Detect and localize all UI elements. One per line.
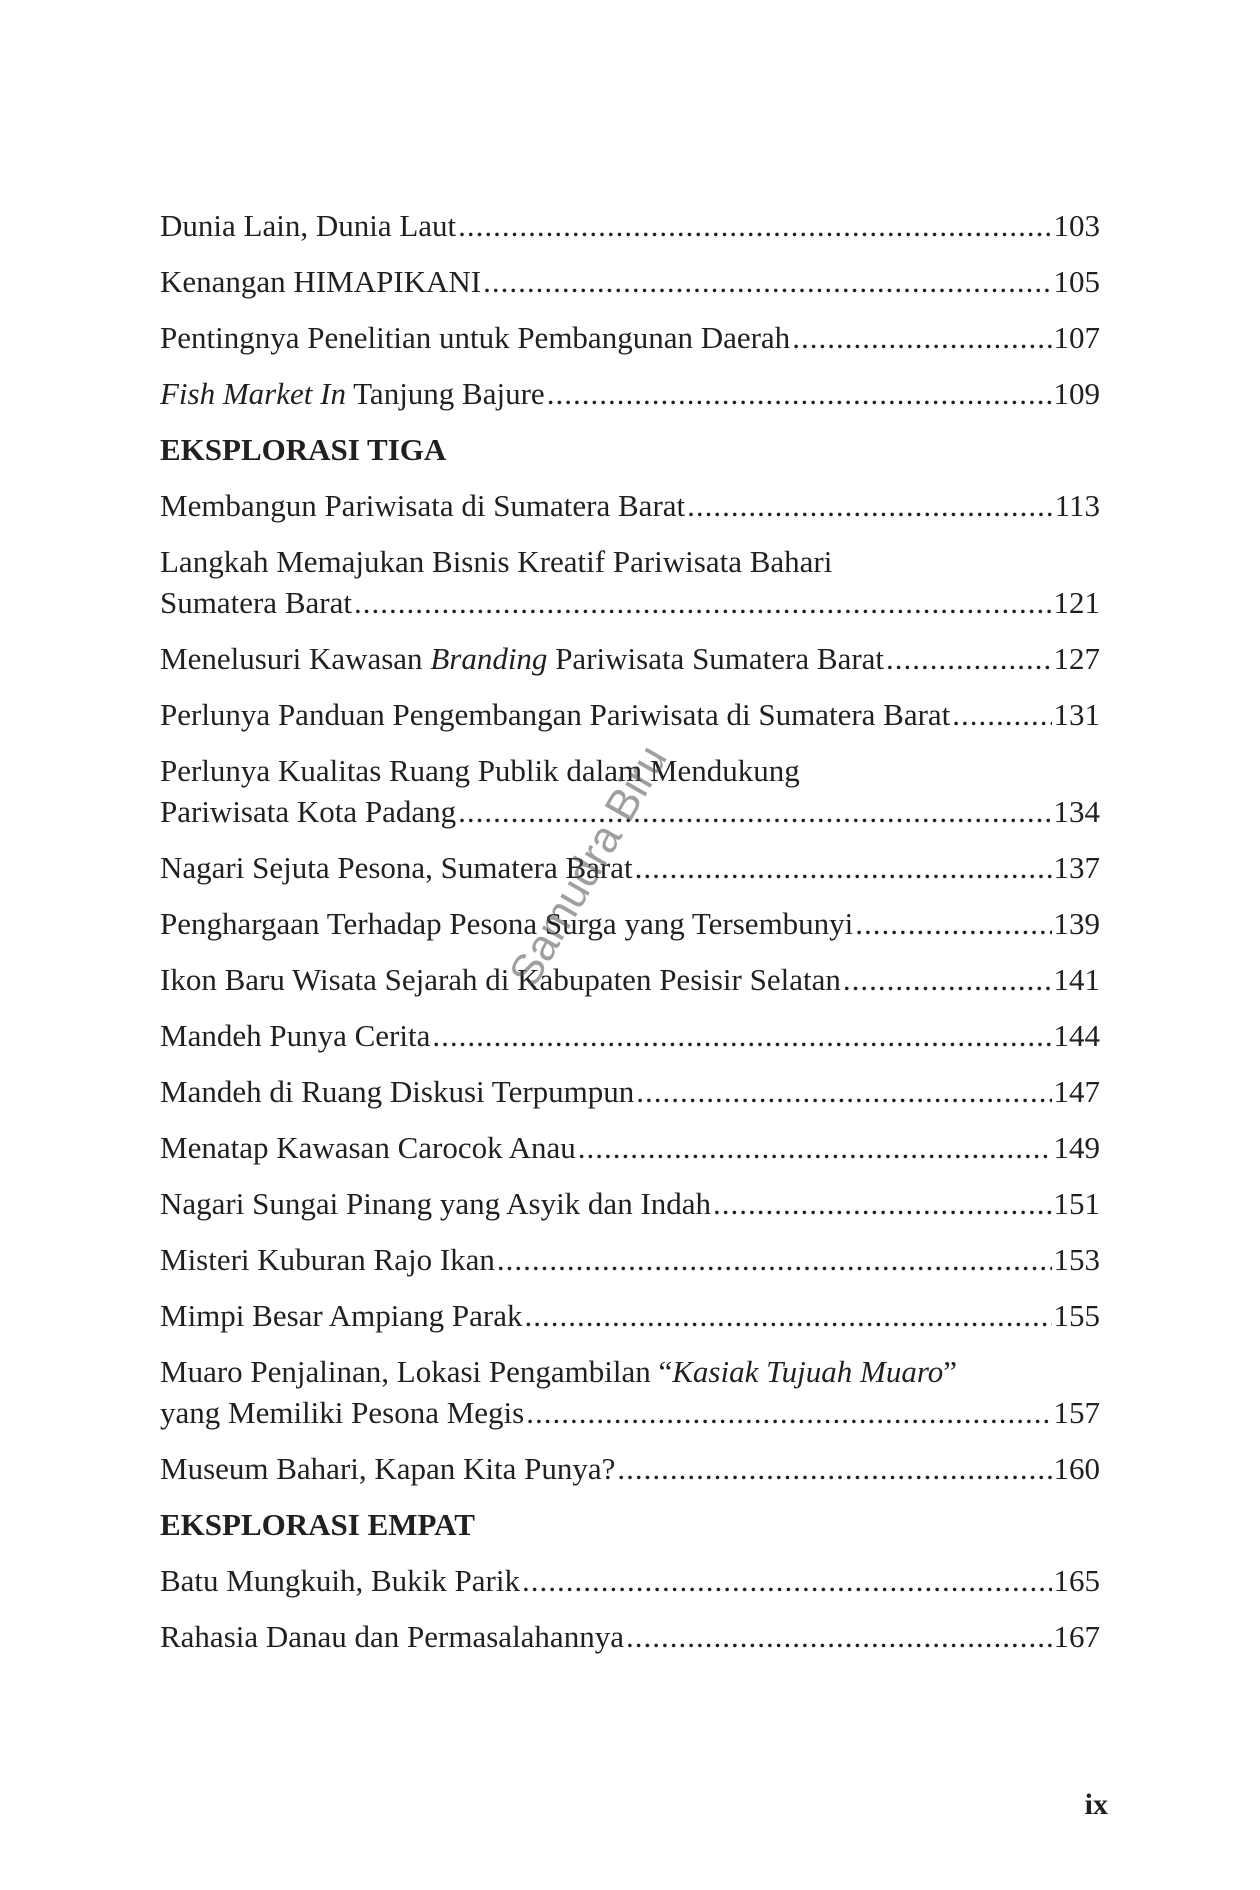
toc-entry-line1-italic: Kasiak Tujuah Muaro bbox=[672, 1354, 944, 1389]
toc-entry[interactable] bbox=[160, 1295, 1100, 1336]
toc-entry-title: Mandeh di Ruang Diskusi Terpumpun bbox=[160, 1074, 635, 1109]
toc-entry-line1-post: ” bbox=[943, 1354, 958, 1389]
toc-entry[interactable] bbox=[160, 638, 1100, 679]
toc-entry-title: Nagari Sungai Pinang yang Asyik dan Indah bbox=[160, 1186, 712, 1221]
toc-entry-page: 139 bbox=[1053, 906, 1100, 941]
dot-leader bbox=[458, 205, 1051, 246]
toc-entry-title: Membangun Pariwisata di Sumatera Barat bbox=[160, 488, 686, 523]
dot-leader bbox=[687, 485, 1053, 526]
toc-entry-title: Ikon Baru Wisata Sejarah di Kabupaten Pesisir Selatan bbox=[160, 962, 841, 997]
toc-entry-title: Perlunya Panduan Pengembangan Pariwisata di Sumatera Barat bbox=[160, 697, 951, 732]
toc-entry-line1-pre: Muaro Penjalinan, Lokasi Pengambilan “ bbox=[160, 1354, 673, 1389]
dot-leader bbox=[497, 1239, 1052, 1280]
toc-entry[interactable] bbox=[160, 1239, 1100, 1280]
toc-entry-page: 147 bbox=[1053, 1074, 1100, 1109]
toc-entry-page: 137 bbox=[1053, 850, 1100, 885]
toc-entry-page: 121 bbox=[1053, 585, 1100, 620]
toc-entry-title: Dunia Lain, Dunia Laut bbox=[160, 208, 457, 243]
dot-leader bbox=[886, 638, 1051, 679]
toc-entry-page: 127 bbox=[1053, 641, 1100, 676]
dot-leader bbox=[617, 1448, 1051, 1489]
toc-entry-title: Mandeh Punya Cerita bbox=[160, 1018, 431, 1053]
toc-entry-page: 151 bbox=[1053, 1186, 1100, 1221]
toc-entry-page: 160 bbox=[1053, 1451, 1100, 1486]
toc-entry-title bbox=[160, 638, 884, 679]
dot-leader bbox=[855, 903, 1051, 944]
toc-entry-title: Misteri Kuburan Rajo Ikan bbox=[160, 1242, 495, 1277]
dot-leader bbox=[354, 582, 1052, 623]
toc-entry-page: 157 bbox=[1053, 1395, 1100, 1430]
toc-entry[interactable] bbox=[160, 959, 1100, 1000]
toc-entry-title: Pariwisata Kota Padang bbox=[160, 794, 457, 829]
toc-entry[interactable] bbox=[160, 541, 1100, 623]
toc-entry-title bbox=[160, 373, 545, 414]
toc-entry-title: Pentingnya Penelitian untuk Pembangunan Daerah bbox=[160, 320, 791, 355]
toc-entry[interactable] bbox=[160, 1448, 1100, 1489]
toc-entry-title: Rahasia Danau dan Permasalahannya bbox=[160, 1619, 624, 1654]
dot-leader bbox=[483, 261, 1051, 302]
table-of-contents bbox=[160, 205, 1100, 1672]
toc-entry[interactable] bbox=[160, 750, 1100, 832]
toc-entry[interactable] bbox=[160, 485, 1100, 526]
toc-entry-title: Mimpi Besar Ampiang Parak bbox=[160, 1298, 523, 1333]
toc-entry-title-line1: Langkah Memajukan Bisnis Kreatif Pariwisata Bahari bbox=[160, 544, 833, 579]
toc-entry-title: Kenangan HIMAPIKANI bbox=[160, 264, 482, 299]
dot-leader bbox=[547, 373, 1052, 414]
dot-leader bbox=[952, 694, 1051, 735]
toc-entry[interactable] bbox=[160, 373, 1100, 414]
toc-entry[interactable] bbox=[160, 1616, 1100, 1657]
toc-entry-title-italic: Fish Market In bbox=[160, 376, 346, 411]
toc-entry-title-pre: Menelusuri Kawasan bbox=[160, 641, 431, 676]
toc-entry[interactable] bbox=[160, 694, 1100, 735]
toc-entry-title: Menatap Kawasan Carocok Anau bbox=[160, 1130, 576, 1165]
section-heading-empat: EKSPLORASI EMPAT bbox=[160, 1507, 475, 1542]
toc-entry-page: 105 bbox=[1053, 264, 1100, 299]
toc-entry-page: 107 bbox=[1053, 320, 1100, 355]
toc-entry[interactable] bbox=[160, 261, 1100, 302]
toc-entry[interactable] bbox=[160, 1351, 1100, 1433]
toc-entry[interactable] bbox=[160, 1127, 1100, 1168]
toc-entry-page: 153 bbox=[1053, 1242, 1100, 1277]
dot-leader bbox=[626, 1616, 1052, 1657]
toc-entry-page: 165 bbox=[1053, 1563, 1100, 1598]
page-number: ix bbox=[1084, 1788, 1108, 1821]
toc-entry-title-rest: Tanjung Bajure bbox=[345, 376, 545, 411]
toc-entry-page: 141 bbox=[1053, 962, 1100, 997]
dot-leader bbox=[578, 1127, 1052, 1168]
toc-entry-title: Penghargaan Terhadap Pesona Surga yang Tersembunyi bbox=[160, 906, 854, 941]
toc-entry-page: 149 bbox=[1053, 1130, 1100, 1165]
toc-entry-title: Batu Mungkuih, Bukik Parik bbox=[160, 1563, 520, 1598]
dot-leader bbox=[635, 847, 1052, 888]
toc-entry[interactable] bbox=[160, 1015, 1100, 1056]
toc-entry-page: 109 bbox=[1053, 376, 1100, 411]
dot-leader bbox=[522, 1560, 1052, 1601]
toc-entry-page: 155 bbox=[1053, 1298, 1100, 1333]
watermark: Samudra Biru bbox=[500, 737, 677, 995]
toc-entry-title-italic: Branding bbox=[430, 641, 548, 676]
toc-entry-title-rest: Pariwisata Sumatera Barat bbox=[547, 641, 885, 676]
dot-leader bbox=[458, 791, 1051, 832]
toc-entry-title: Museum Bahari, Kapan Kita Punya? bbox=[160, 1451, 616, 1486]
dot-leader bbox=[713, 1183, 1051, 1224]
toc-entry-title-line1 bbox=[160, 1351, 1100, 1392]
toc-entry-page: 134 bbox=[1053, 794, 1100, 829]
toc-entry-page: 144 bbox=[1053, 1018, 1100, 1053]
dot-leader bbox=[636, 1071, 1051, 1112]
toc-entry[interactable] bbox=[160, 847, 1100, 888]
dot-leader bbox=[792, 317, 1051, 358]
toc-entry[interactable] bbox=[160, 1071, 1100, 1112]
toc-entry-page: 131 bbox=[1053, 697, 1100, 732]
toc-entry-page: 167 bbox=[1053, 1619, 1100, 1654]
toc-entry-page: 103 bbox=[1053, 208, 1100, 243]
toc-entry[interactable] bbox=[160, 205, 1100, 246]
dot-leader bbox=[526, 1392, 1051, 1433]
section-heading-tiga: EKSPLORASI TIGA bbox=[160, 432, 447, 467]
toc-entry[interactable] bbox=[160, 1560, 1100, 1601]
toc-entry-title: yang Memiliki Pesona Megis bbox=[160, 1395, 525, 1430]
toc-entry-title: Sumatera Barat bbox=[160, 585, 352, 620]
toc-entry[interactable] bbox=[160, 1183, 1100, 1224]
toc-entry-title-line1: Perlunya Kualitas Ruang Publik dalam Mendukung bbox=[160, 753, 800, 788]
toc-entry-title: Nagari Sejuta Pesona, Sumatera Barat bbox=[160, 850, 633, 885]
toc-entry[interactable] bbox=[160, 317, 1100, 358]
dot-leader bbox=[432, 1015, 1051, 1056]
toc-entry[interactable] bbox=[160, 903, 1100, 944]
dot-leader bbox=[843, 959, 1052, 1000]
dot-leader bbox=[524, 1295, 1051, 1336]
toc-entry-page: 113 bbox=[1054, 488, 1100, 523]
